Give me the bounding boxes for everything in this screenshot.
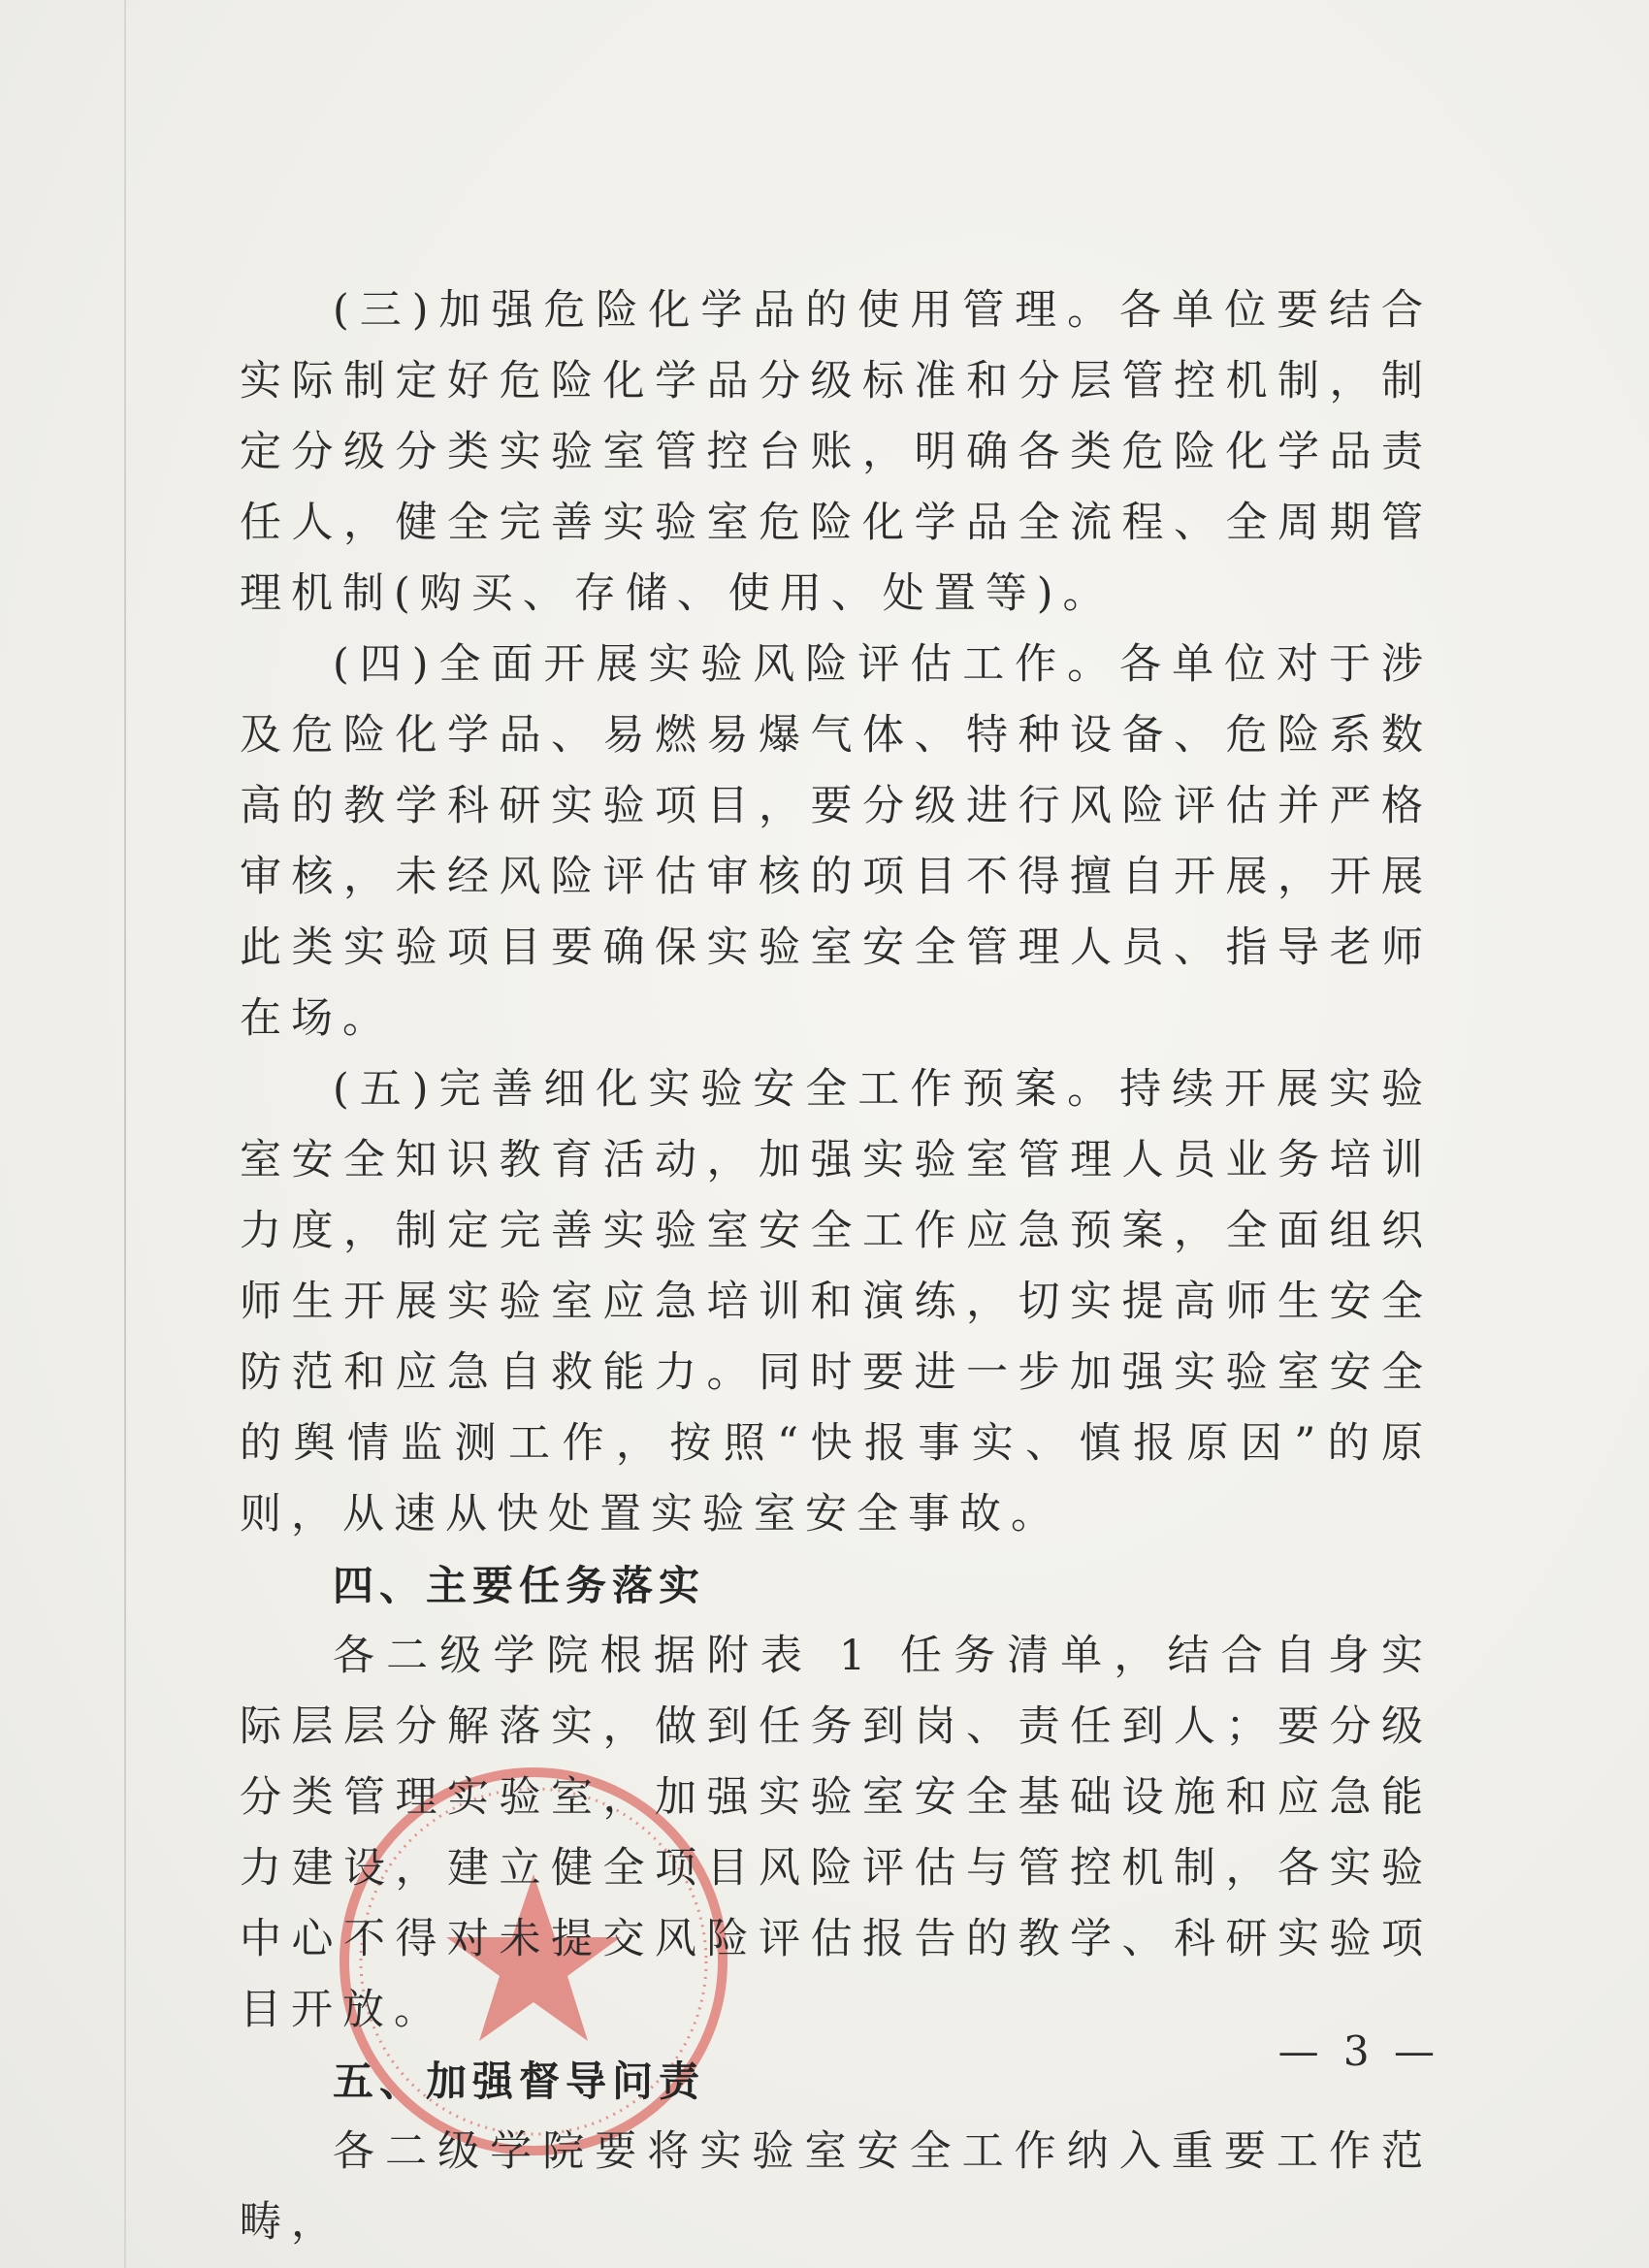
section-heading-tasks: 四、主要任务落实: [333, 1562, 706, 1609]
page-fold-line: [124, 0, 126, 2268]
paragraph-risk-assessment: (四)全面开展实验风险评估工作。各单位对于涉及危险化学品、易燃易爆气体、特种设备、危险系数高的教学科研实验项目，要分级进行风险评估并严格审核，未经风险评估审核的项目不得擅自开展，开展此类实验项目要确保实验室安全管理人员、指导老师在场。: [240, 640, 1433, 1043]
paragraph-hazardous-chemicals: (三)加强危险化学品的使用管理。各单位要结合实际制定好危险化学品分级标准和分层管控机制，制定分级分类实验室管控台账，明确各类危险化学品责任人，健全完善实验室危险化学品全流程、全周期管理机制(购买、存储、使用、处置等)。: [240, 286, 1433, 618]
paragraph-safety-plan: (五)完善细化实验安全工作预案。持续开展实验室安全知识教育活动，加强实验室管理人员业务培训力度，制定完善实验室安全工作应急预案，全面组织师生开展实验室应急培训和演练，切实提高师生安全防范和应急自救能力。同时要进一步加强实验室安全的舆情监测工作，按照“快报事实、慎报原因”的原则，从速从快处置实验室安全事故。: [240, 1065, 1433, 1539]
paragraph-task-implementation: 各二级学院根据附表 1 任务清单，结合自身实际层层分解落实，做到任务到岗、责任到人；要分级分类管理实验室，加强实验室安全基础设施和应急能力建设，建立健全项目风险评估与管控机制，各实验中心不得对未提交风险评估报告的教学、科研实验项目开放。: [240, 1632, 1433, 2034]
section-heading-supervision: 五、加强督导问责: [333, 2057, 706, 2105]
paragraph-supervision: 各二级学院要将实验室安全工作纳入重要工作范畴，: [240, 2127, 1433, 2247]
page-number: — 3 —: [1277, 2027, 1440, 2075]
document-body: [240, 275, 1433, 2258]
